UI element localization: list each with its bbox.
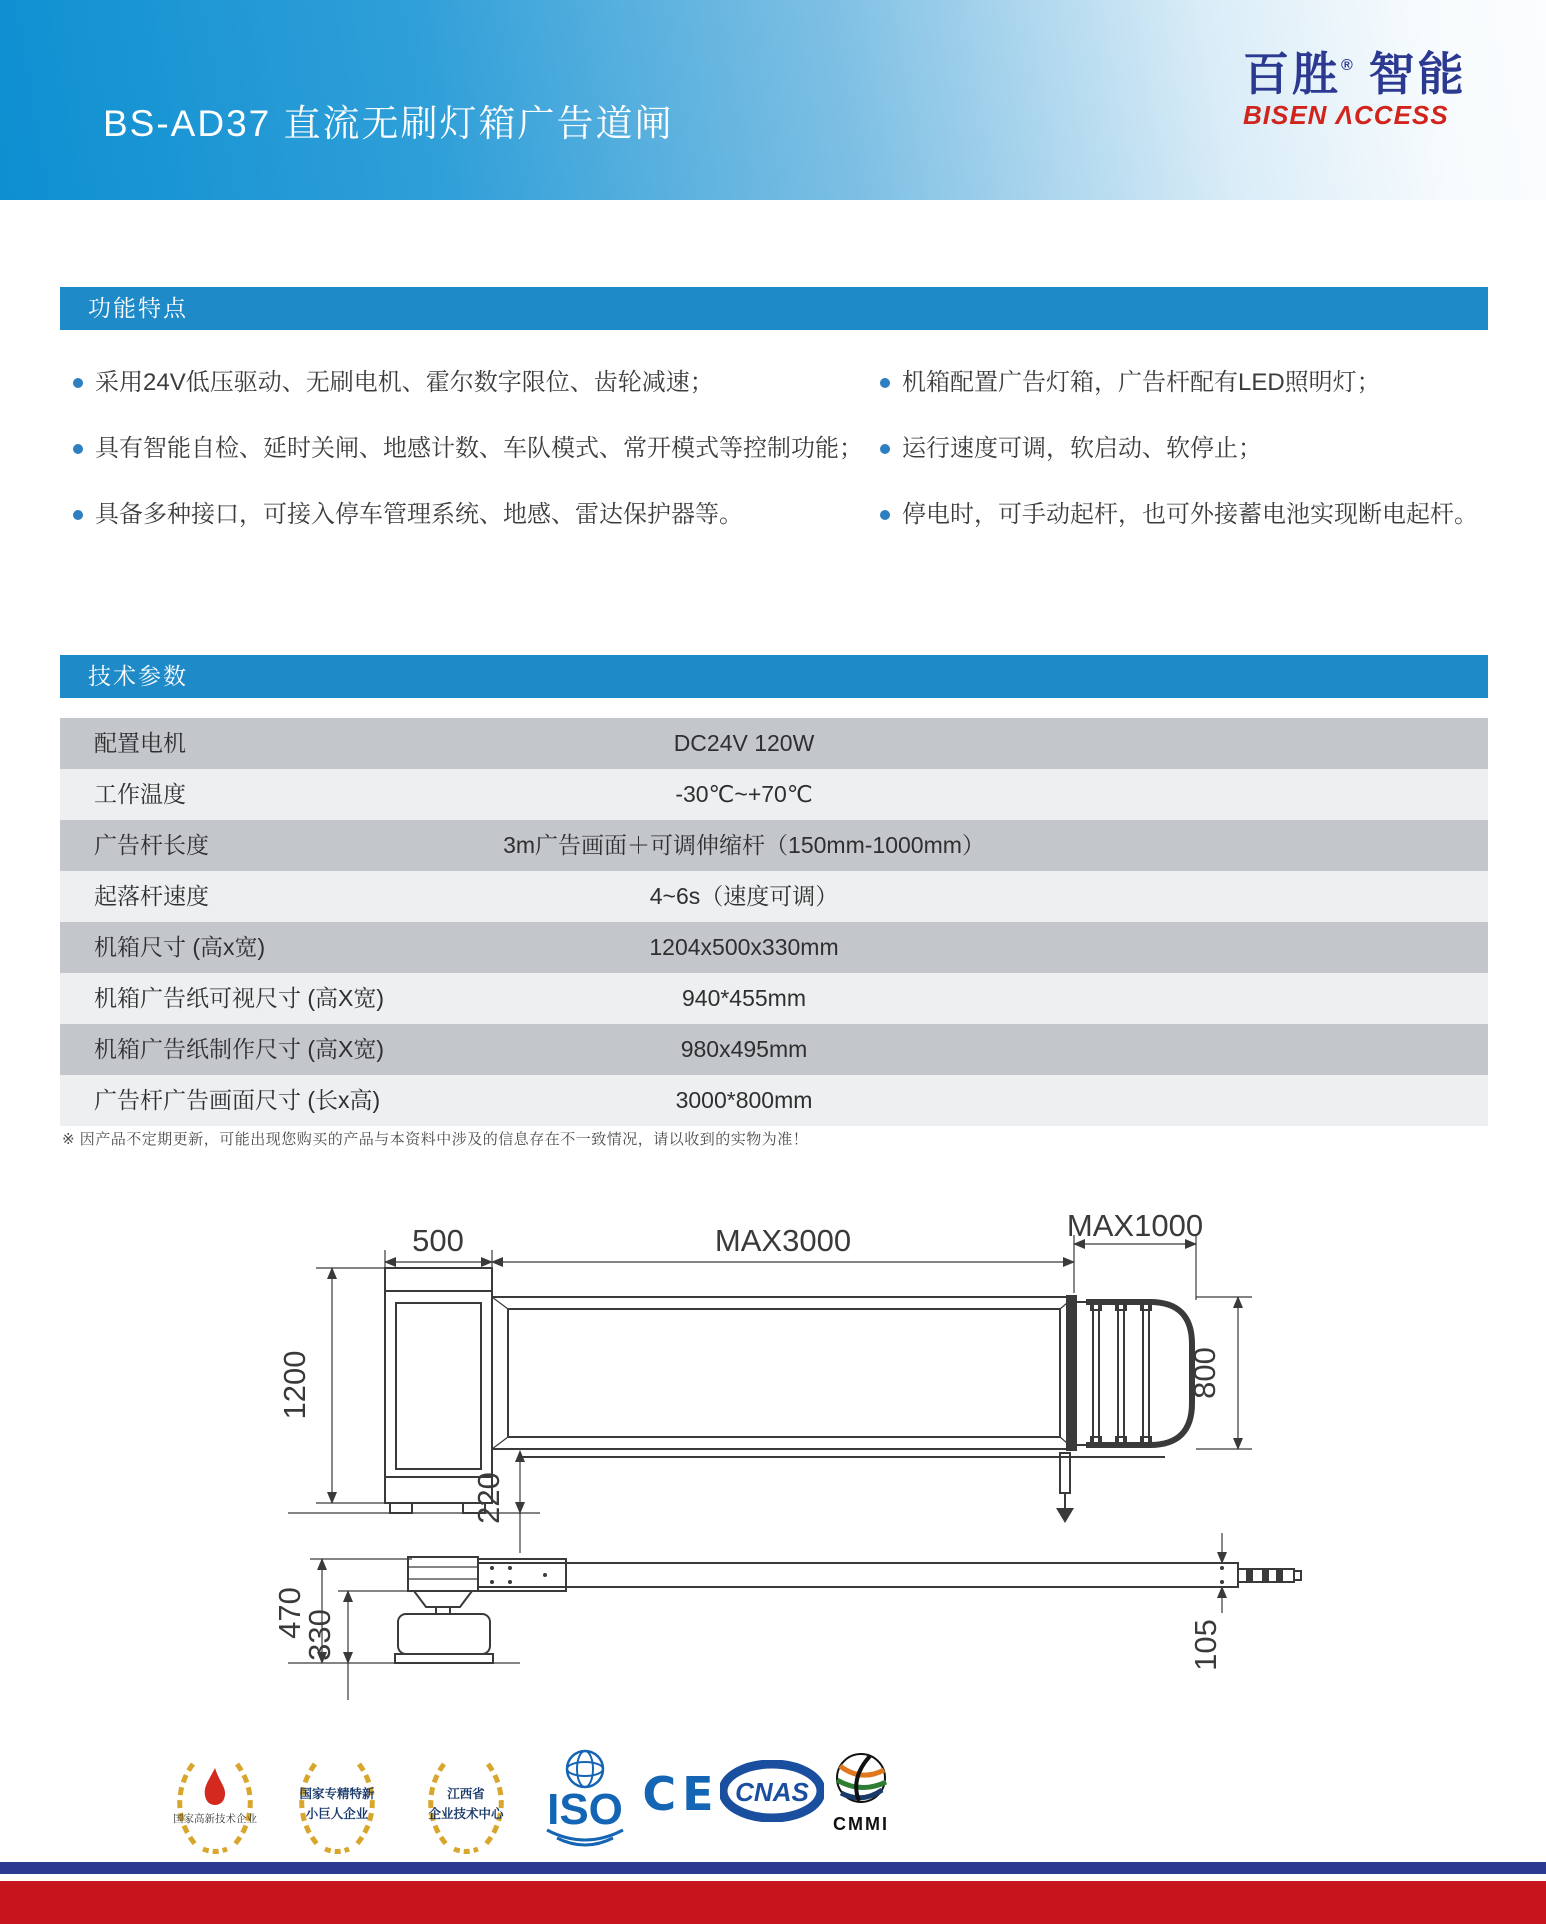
spec-label: 广告杆广告画面尺寸 (长x高) <box>94 1087 381 1113</box>
dim-label-max1000: MAX1000 <box>1066 1208 1204 1243</box>
feature-text: 运行速度可调，软启动、软停止； <box>902 435 1262 462</box>
badge-text: 江西省 <box>447 1787 485 1801</box>
table-row <box>60 1024 1488 1075</box>
logo-cn-left: 百胜 <box>1243 48 1341 100</box>
spec-label: 机箱尺寸 (高x宽) <box>94 934 266 960</box>
dimension-drawing <box>0 1205 1546 1735</box>
feature-text: 停电时，可手动起杆，也可外接蓄电池实现断电起杆。 <box>902 501 1478 528</box>
iso-text: ISO <box>547 1785 623 1834</box>
logo-cn-right: 智能 <box>1368 48 1467 100</box>
ce-text: CE <box>642 1767 720 1821</box>
dim-label-max3000: MAX3000 <box>714 1223 852 1258</box>
table-row <box>60 1075 1488 1126</box>
feature-item <box>73 368 863 398</box>
cert-ce-logo <box>638 1762 724 1827</box>
badge-text: 国家专精特新 <box>299 1787 375 1801</box>
header-banner <box>0 0 1546 200</box>
feature-text: 具有智能自检、延时关闸、地感计数、车队模式、常开模式等控制功能； <box>95 435 863 462</box>
cnas-text: CNAS <box>735 1777 809 1807</box>
spec-label: 机箱广告纸制作尺寸 (高X宽) <box>94 1036 385 1062</box>
spec-label: 广告杆长度 <box>94 832 209 858</box>
spec-value: -30℃~+70℃ <box>675 781 813 807</box>
cmmi-text: CMMI <box>833 1814 889 1834</box>
cert-badge-hitech <box>165 1750 265 1861</box>
spec-label: 机箱广告纸可视尺寸 (高X宽) <box>94 985 385 1011</box>
spec-label: 工作温度 <box>94 781 186 807</box>
side-view-dimensions <box>272 1533 1223 1700</box>
table-row <box>60 769 1488 820</box>
features-right-column <box>880 368 1520 566</box>
badge-text: 小巨人企业 <box>305 1807 369 1821</box>
dim-label-470: 470 <box>272 1587 307 1639</box>
spec-table <box>60 718 1488 1126</box>
dim-label-500: 500 <box>412 1223 464 1258</box>
brand-logo-english: BISEN ΛCCESS <box>1243 100 1449 131</box>
bullet-icon <box>73 444 83 454</box>
table-row <box>60 973 1488 1024</box>
features-left-column <box>73 368 863 566</box>
side-view-barrier <box>288 1557 1301 1663</box>
feature-text: 具备多种接口，可接入停车管理系统、地感、雷达保护器等。 <box>95 501 743 528</box>
spec-value: 4~6s（速度可调） <box>649 883 839 909</box>
feature-item <box>880 434 1520 464</box>
section-header-specs: 技术参数 <box>60 655 1488 698</box>
spec-value: 980x495mm <box>680 1036 808 1062</box>
spec-value: 3000*800mm <box>675 1087 813 1113</box>
spec-value: 940*455mm <box>681 985 807 1011</box>
table-row <box>60 718 1488 769</box>
section-header-features: 功能特点 <box>60 287 1488 330</box>
top-view-extension <box>1056 1295 1192 1523</box>
feature-item <box>880 500 1520 530</box>
badge-text: 企业技术中心 <box>428 1807 504 1821</box>
spec-value: DC24V 120W <box>673 730 815 756</box>
bullet-icon <box>880 378 890 388</box>
footer-red-stripe <box>0 1881 1546 1924</box>
registered-mark-icon: ® <box>1341 57 1353 74</box>
bullet-icon <box>880 444 890 454</box>
disclaimer-note: ※ 因产品不定期更新，可能出现您购买的产品与本资料中涉及的信息存在不一致情况，请以收到的实物为准！ <box>62 1131 809 1148</box>
spec-value: 1204x500x330mm <box>649 934 839 960</box>
spec-value: 3m广告画面＋可调伸缩杆（150mm-1000mm） <box>503 832 985 858</box>
dim-label-1200: 1200 <box>277 1350 312 1420</box>
cert-badge-srdi <box>287 1750 387 1861</box>
bullet-icon <box>73 378 83 388</box>
feature-item <box>73 500 863 530</box>
cert-iso-logo <box>531 1748 639 1857</box>
brand-logo-chinese <box>1243 50 1493 98</box>
brand-logo <box>1243 50 1493 131</box>
spec-label: 配置电机 <box>94 730 186 756</box>
spec-label: 起落杆速度 <box>94 883 209 909</box>
globe-icon <box>567 1751 603 1787</box>
feature-item <box>73 434 863 464</box>
bullet-icon <box>73 510 83 520</box>
feature-item <box>880 368 1520 398</box>
dim-label-220: 220 <box>471 1472 506 1524</box>
table-row <box>60 922 1488 973</box>
table-row <box>60 871 1488 922</box>
feature-text: 机箱配置广告灯箱，广告杆配有LED照明灯； <box>902 369 1381 396</box>
feature-text: 采用24V低压驱动、无刷电机、霍尔数字限位、齿轮减速； <box>95 369 714 396</box>
cert-cnas-logo <box>720 1760 824 1827</box>
bullet-icon <box>880 510 890 520</box>
cert-cmmi-logo <box>828 1750 894 1841</box>
badge-text: 国家高新技术企业 <box>173 1813 257 1825</box>
flame-icon <box>205 1768 225 1805</box>
table-row <box>60 820 1488 871</box>
dim-label-105: 105 <box>1188 1619 1223 1671</box>
top-view-dimensions <box>277 1208 1252 1553</box>
cert-badge-jiangxi <box>416 1750 516 1861</box>
dim-label-330: 330 <box>302 1609 337 1661</box>
footer-blue-stripe <box>0 1862 1546 1874</box>
page-title: BS-AD37 直流无刷灯箱广告道闸 <box>103 103 674 144</box>
top-view-boom <box>492 1297 1165 1457</box>
dim-label-800: 800 <box>1187 1347 1222 1399</box>
